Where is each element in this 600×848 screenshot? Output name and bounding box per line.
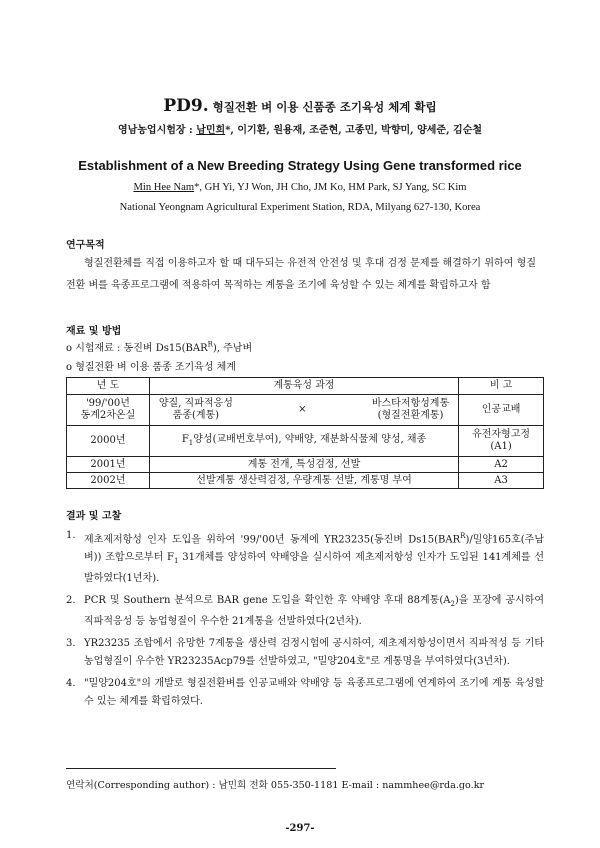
title-korean-text: 형질전환 벼 이용 신품종 조기육성 체계 확립 [212, 100, 437, 114]
row1-year [67, 395, 150, 426]
list-item [66, 635, 544, 671]
affiliation-korean: 영남농업시험장 : [117, 125, 197, 136]
item1-text-c: 31개체를 양성하여 약배양을 실시하여 제초제저항성 인자가 도입된 141계체를 선발하였다(1년차). [84, 552, 544, 585]
header-note: 비 고 [459, 378, 544, 395]
table-header-row [67, 378, 544, 395]
row2-note-line1: 유전자형고정 [472, 429, 531, 440]
item2-text-b: )을 포장에 공시하여 직파적응성 등 농업형질이 우수한 21계통을 선발하였다(2년차). [84, 595, 544, 628]
title-code: PD9. [163, 96, 209, 116]
row3-year: 2001년 [67, 457, 150, 473]
item-number: 1. [66, 530, 76, 541]
title-english: Establishment of a New Breeding Strategy Using Gene transformed rice [78, 158, 522, 173]
item1-sub: 1 [173, 557, 179, 566]
coauthors-korean: *, 이기환, 원용재, 조준현, 고종민, 박향미, 양세준, 김순철 [225, 125, 483, 136]
row4-process: 선발계통 생산력검정, 우량계통 선발, 계통명 부여 [149, 473, 458, 489]
cross-parent-left [159, 398, 233, 422]
row2-f: F [181, 433, 189, 445]
item-number: 2. [66, 595, 76, 607]
table-row [67, 395, 544, 426]
objective-paragraph [66, 253, 536, 297]
results-heading: 결과 및 고찰 [66, 511, 122, 522]
item1-sup: R [460, 532, 466, 540]
left-line1: 양질, 직파적응성 [158, 398, 233, 409]
materials-sup: R [207, 340, 213, 349]
row2-process-text: 양성(교배번호부여), 약배양, 재분화식물체 양성, 채종 [193, 433, 427, 445]
item1-text-a: 제초제저항성 인자 도입을 위하여 '99/'00년 동계에 YR23235(동진벼 Ds15(BAR [84, 534, 461, 546]
row1-year-line1: '99/'00년 [85, 398, 130, 409]
item4-text: "밀양204호"의 개발로 형질전환벼를 인공교배와 약배양 등 육종프로그램에 연계하여 조기에 계통 육성할 수 있는 체계를 확립하였다. [84, 678, 544, 708]
row2-process [149, 426, 458, 457]
main-author-korean: 남민희 [196, 125, 226, 136]
list-item [66, 675, 544, 711]
list-item [66, 592, 544, 631]
authors-english [0, 182, 600, 193]
cross-parent-right [372, 398, 449, 422]
table-row [67, 473, 544, 489]
row4-year: 2002년 [67, 473, 150, 489]
affiliation-english: National Yeongnam Agricultural Experiment Station, RDA, Milyang 627-130, Korea [119, 202, 481, 213]
page-number: -297- [285, 823, 315, 834]
authors-korean [0, 121, 600, 136]
item2-sub: 2 [450, 600, 455, 609]
list-item [66, 527, 544, 588]
item3-text: YR23235 조합에서 유망한 7계통을 생산력 검정시험에 공시하여, 제초제저항성이면서 직파적성 등 기타 농업형질이 우수한 YR23235Acp79를 선발하였고, "밀양204호"로 계통명을 부여하였다(3년차). [84, 638, 544, 668]
objective-text: 형질전환체를 직접 이용하고자 할 때 대두되는 유전적 안전성 및 후대 검정 문제를 해결하기 위하여 형질전환 벼를 육종프로그램에 적용하여 목적하는 계통을 조기에 육성할 수 있는 체계를 확립하고자 함 [66, 258, 536, 291]
left-line2: 품종(계통) [172, 410, 220, 421]
row2-note-line2: (A1) [490, 441, 512, 452]
system-bullet: o 형질전환 벼 이용 품종 조기육성 체계 [66, 362, 236, 373]
item1-text-b: )/밀양165호(주남벼)) 조합으로부터 F [84, 534, 544, 564]
row1-note: 인공교배 [459, 395, 544, 426]
row3-process: 계통 전개, 특성검정, 선발 [149, 457, 458, 473]
row2-year: 2000년 [67, 426, 150, 457]
methods-heading: 재료 및 방법 [66, 326, 122, 337]
main-author-english: Min Hee Nam [133, 182, 195, 193]
footnote-divider [66, 768, 336, 769]
row1-process [149, 395, 458, 426]
row1-year-line2: 동계2차온실 [80, 410, 136, 421]
materials-text-end: ), 주남벼 [212, 343, 253, 354]
coauthors-english: *, GH Yi, YJ Won, JH Cho, JM Ko, HM Park, SJ Yang, SC Kim [194, 182, 467, 193]
right-line1: 바스타저항성계통 [371, 398, 450, 409]
title-korean [0, 96, 600, 116]
header-year: 년 도 [67, 378, 150, 395]
row2-note [459, 426, 544, 457]
cross-symbol: × [298, 404, 307, 415]
objective-heading: 연구목적 [66, 240, 105, 251]
materials-bullet [66, 339, 252, 354]
results-list [66, 527, 544, 715]
item-number: 4. [66, 678, 76, 690]
row4-note: A3 [459, 473, 544, 489]
item2-text-a: PCR 및 Southern 분석으로 BAR gene 도입을 확인한 후 약배양 후대 88계통(A [84, 595, 451, 607]
footnote: 연락처(Corresponding author) : 남민희 전화 055-350-1181 E-mail : nammhee@rda.go.kr [66, 780, 485, 791]
item-number: 3. [66, 638, 76, 650]
row3-note: A2 [459, 457, 544, 473]
breeding-system-table [66, 377, 544, 489]
table-row [67, 457, 544, 473]
table-row [67, 426, 544, 457]
materials-text: o 시험재료 : 동진벼 Ds15(BAR [66, 343, 208, 354]
row2-sub: 1 [188, 438, 194, 447]
right-line2: (형질전환계통) [377, 410, 444, 421]
header-process: 계통육성 과정 [149, 378, 458, 395]
